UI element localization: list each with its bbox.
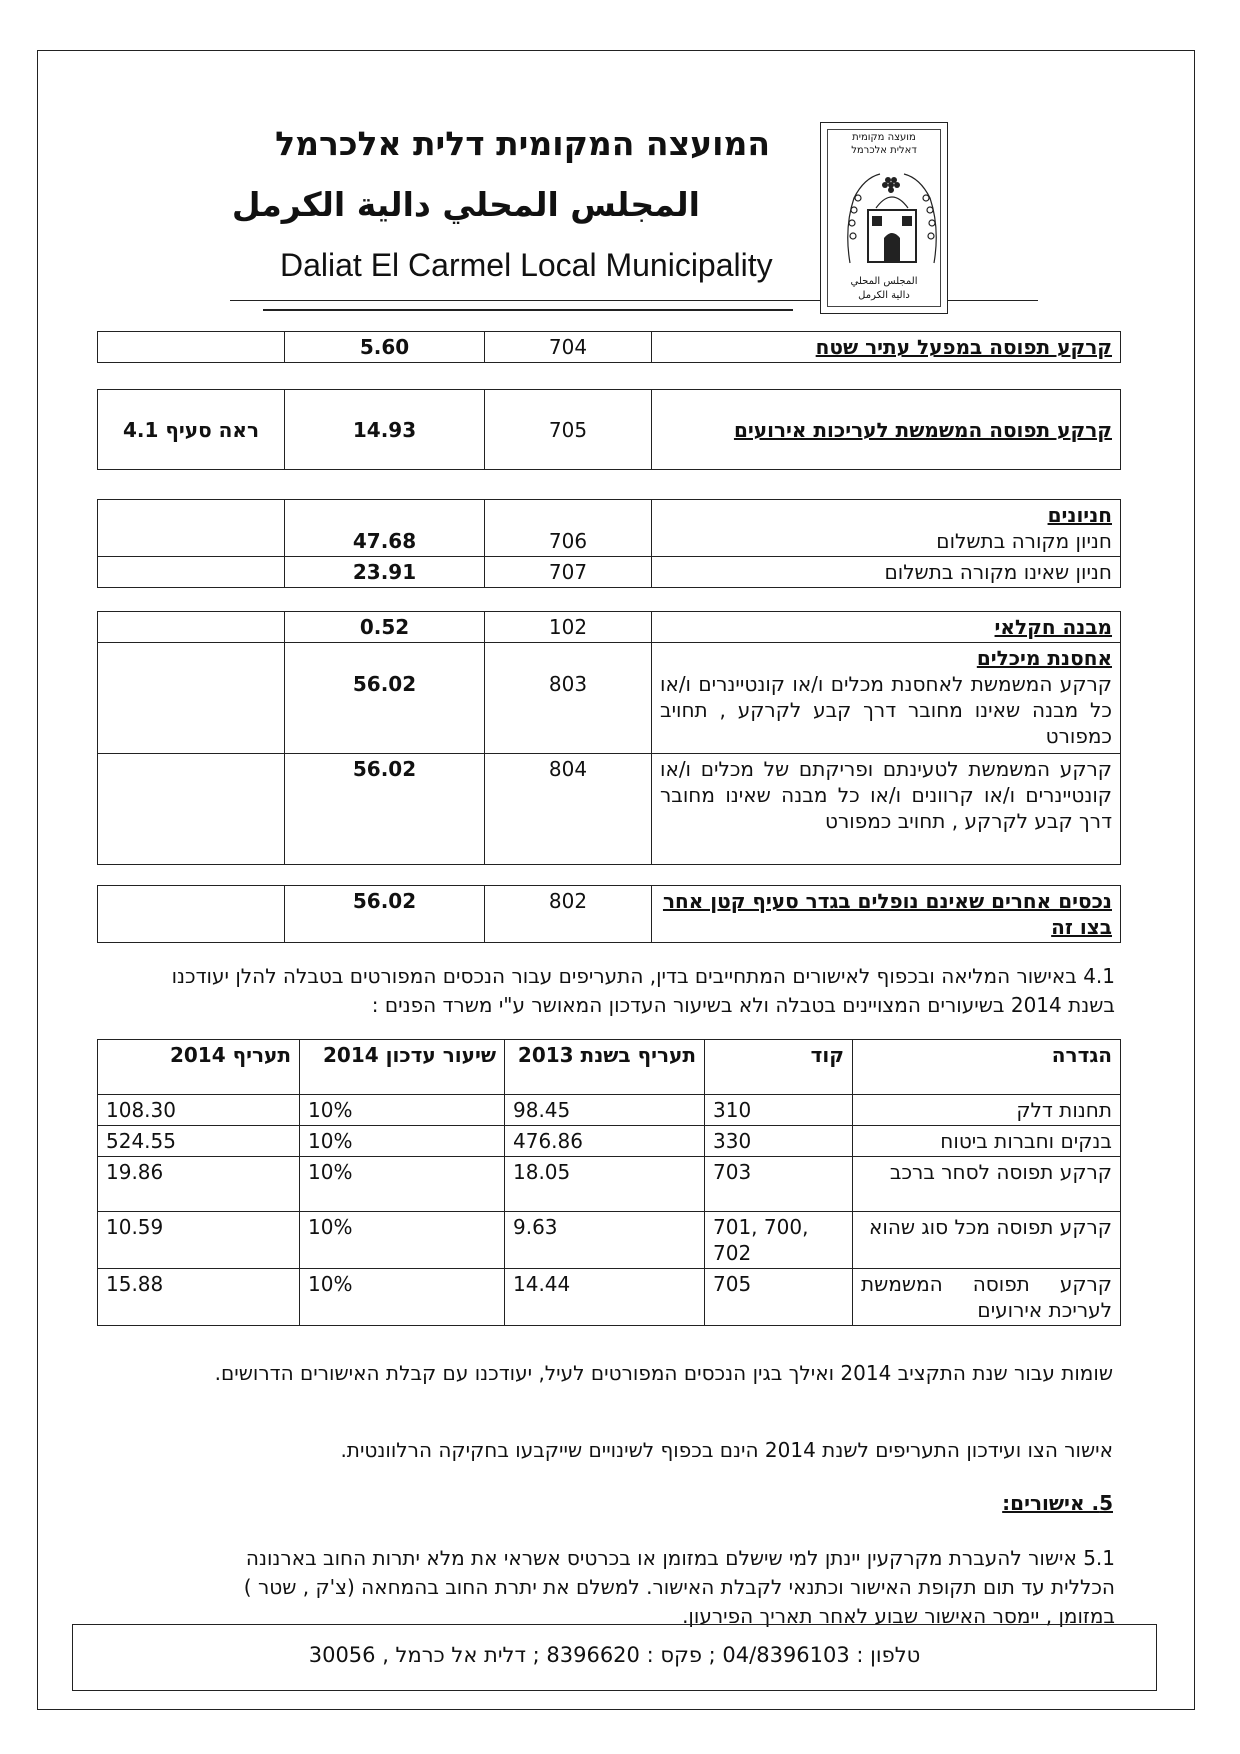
table-row <box>98 1126 1121 1157</box>
footer-contact-box <box>72 1624 1157 1691</box>
row-desc: קרקע תפוסה במפעל עתיר שטח <box>652 332 1121 363</box>
row-desc: קרקע תפוסה המשמשת לעריכות אירועים <box>652 390 1121 470</box>
seal-text-line2: דאלית אלכרמל <box>851 145 917 156</box>
parking-covered-desc: חניון מקורה בתשלום <box>936 529 1112 553</box>
cell-update-rate: 10% <box>300 1095 505 1126</box>
cell-code: 310 <box>705 1095 853 1126</box>
row-rate: 0.52 <box>285 612 485 643</box>
table-row <box>98 612 1121 643</box>
tariff-table-704 <box>97 331 1121 363</box>
row-note <box>98 332 285 363</box>
cell-code: 701, 700, 702 <box>705 1212 853 1269</box>
row-note <box>98 612 285 643</box>
seal-text-line4: دالية الكرمل <box>858 290 910 301</box>
tariff-table-parking <box>97 499 1121 588</box>
row-rate: 56.02 <box>285 886 485 943</box>
cell-tariff-2013: 18.05 <box>505 1157 705 1212</box>
cell-tariff-2013: 14.44 <box>505 1269 705 1326</box>
table-row <box>98 886 1121 943</box>
header-tariff-2014: תעריף 2014 <box>98 1040 300 1095</box>
cell-update-rate: 10% <box>300 1212 505 1269</box>
cell-tariff-2014: 19.86 <box>98 1157 300 1212</box>
cell-code: 705 <box>705 1269 853 1326</box>
header-code: קוד <box>705 1040 853 1095</box>
header-tariff-2013: תעריף בשנת 2013 <box>505 1040 705 1095</box>
seal-emblem-icon <box>840 168 944 268</box>
table-row <box>98 332 1121 363</box>
row-rate: 5.60 <box>285 332 485 363</box>
cell-tariff-2014: 10.59 <box>98 1212 300 1269</box>
section-5-1-text: 5.1 אישור להעברת מקרקעין יינתן למי שישלם במזומן או בכרטיס אשראי את מלא יתרות החוב בארנונה הכללית עד תום תקופת האישור וכתנאי לקבלת האישור. למשלם את יתרת החוב בהמחאה (צ'ק , שטר ) במזומן , יימסר האישור שבוע לאחר תאריך הפירעון. <box>243 1546 1115 1628</box>
table-row <box>98 1269 1121 1326</box>
table-row <box>98 643 1121 754</box>
cell-definition: קרקע תפוסה המשמשת לעריכת אירועים <box>853 1269 1121 1326</box>
storage-cell <box>652 643 1121 754</box>
table-row <box>98 1095 1121 1126</box>
cell-definition: בנקים וחברות ביטוח <box>853 1126 1121 1157</box>
municipality-seal <box>820 122 948 314</box>
table-row <box>98 557 1121 588</box>
table-row <box>98 500 1121 557</box>
row-rate: 47.68 <box>285 500 485 557</box>
seal-text-line3: المجلس المحلي <box>850 276 918 287</box>
row-rate: 23.91 <box>285 557 485 588</box>
cell-tariff-2014: 524.55 <box>98 1126 300 1157</box>
tariff-table-705 <box>97 389 1121 470</box>
row-desc: חניון שאינו מקורה בתשלום <box>652 557 1121 588</box>
row-rate: 56.02 <box>285 754 485 865</box>
cell-update-rate: 10% <box>300 1269 505 1326</box>
footer-contact: טלפון : 04/8396103 ; פקס : 8396620 ; דלית אל כרמל , 30056 <box>308 1643 921 1667</box>
row-code: 802 <box>485 886 652 943</box>
row-note <box>98 500 285 557</box>
cell-update-rate: 10% <box>300 1157 505 1212</box>
row-code: 706 <box>485 500 652 557</box>
row-code: 704 <box>485 332 652 363</box>
cell-definition: קרקע תפוסה מכל סוג שהוא <box>853 1212 1121 1269</box>
header-divider-thick <box>263 309 793 311</box>
cell-code: 330 <box>705 1126 853 1157</box>
cell-tariff-2013: 476.86 <box>505 1126 705 1157</box>
row-code: 707 <box>485 557 652 588</box>
cell-definition: קרקע תפוסה לסחר ברכב <box>853 1157 1121 1212</box>
row-note <box>98 886 285 943</box>
cell-tariff-2014: 108.30 <box>98 1095 300 1126</box>
row-note <box>98 557 285 588</box>
row-note <box>98 754 285 865</box>
row-rate: 56.02 <box>285 643 485 754</box>
storage-heading: אחסנת מיכלים <box>976 646 1112 670</box>
cell-definition: תחנות דלק <box>853 1095 1121 1126</box>
header-definition: הגדרה <box>853 1040 1121 1095</box>
table-row <box>98 1212 1121 1269</box>
cell-tariff-2014: 15.88 <box>98 1269 300 1326</box>
tariff-table-802 <box>97 885 1121 943</box>
paragraph-approval: אישור הצו ועידכון התעריפים לשנת 2014 הינם בכפוף לשינויים שייקבעו בחקיקה הרלוונטית. <box>340 1438 1113 1462</box>
section-5-title: 5. אישורים: <box>1002 1491 1113 1515</box>
row-code: 102 <box>485 612 652 643</box>
row-code: 705 <box>485 390 652 470</box>
seal-text-line1: מועצה מקומית <box>852 132 916 143</box>
row-note <box>98 643 285 754</box>
row-desc: קרקע המשמשת לאחסנת מכלים ו/או קונטיינרים ו/או כל מבנה שאינו מחובר דרך קבע לקרקע , תחויב כמפורט <box>660 672 1112 748</box>
header-arabic-name: المجلس المحلي دالية الكرمل <box>231 185 700 224</box>
header-update-rate-2014: שיעור עדכון 2014 <box>300 1040 505 1095</box>
row-code: 803 <box>485 643 652 754</box>
parking-cell <box>652 500 1121 557</box>
section-4-1-intro: 4.1 באישור המליאה ובכפוף לאישורים המתחייבים בדין, התעריפים עבור הנכסים המפורטים בטבלה להלן יעודכנו בשנת 2014 בשיעורים המצויינים בטבלה ולא בשיעור העדכון המאושר ע"י משרד הפנים : <box>171 964 1115 1017</box>
table-header-row <box>98 1040 1121 1095</box>
table-row <box>98 1157 1121 1212</box>
parking-heading: חניונים <box>1047 503 1112 527</box>
section-4-1-table <box>97 1039 1121 1326</box>
cell-tariff-2013: 98.45 <box>505 1095 705 1126</box>
row-note: ראה סעיף 4.1 <box>98 390 285 470</box>
table-row <box>98 390 1121 470</box>
agri-heading: מבנה חקלאי <box>652 612 1121 643</box>
row-desc: קרקע המשמשת לטעינתם ופריקתם של מכלים ו/או קונטיינרים ו/או קרוונים ו/או כל מבנה שאינו מחובר דרך קבע לקרקע , תחויב כמפורט <box>652 754 1121 865</box>
row-code: 804 <box>485 754 652 865</box>
cell-code: 703 <box>705 1157 853 1212</box>
row-desc: נכסים אחרים שאינם נופלים בגדר סעיף קטן אחר בצו זה <box>652 886 1121 943</box>
row-rate: 14.93 <box>285 390 485 470</box>
header-hebrew-name: המועצה המקומית דלית אלכרמל <box>275 124 770 163</box>
tariff-table-agri <box>97 611 1121 865</box>
paragraph-assessments: שומות עבור שנת התקציב 2014 ואילך בגין הנכסים המפורטים לעיל, יעודכנו עם קבלת האישורים הדרושים. <box>214 1361 1113 1385</box>
header-english-name: Daliat El Carmel Local Municipality <box>280 247 773 283</box>
cell-update-rate: 10% <box>300 1126 505 1157</box>
cell-tariff-2013: 9.63 <box>505 1212 705 1269</box>
table-row <box>98 754 1121 865</box>
